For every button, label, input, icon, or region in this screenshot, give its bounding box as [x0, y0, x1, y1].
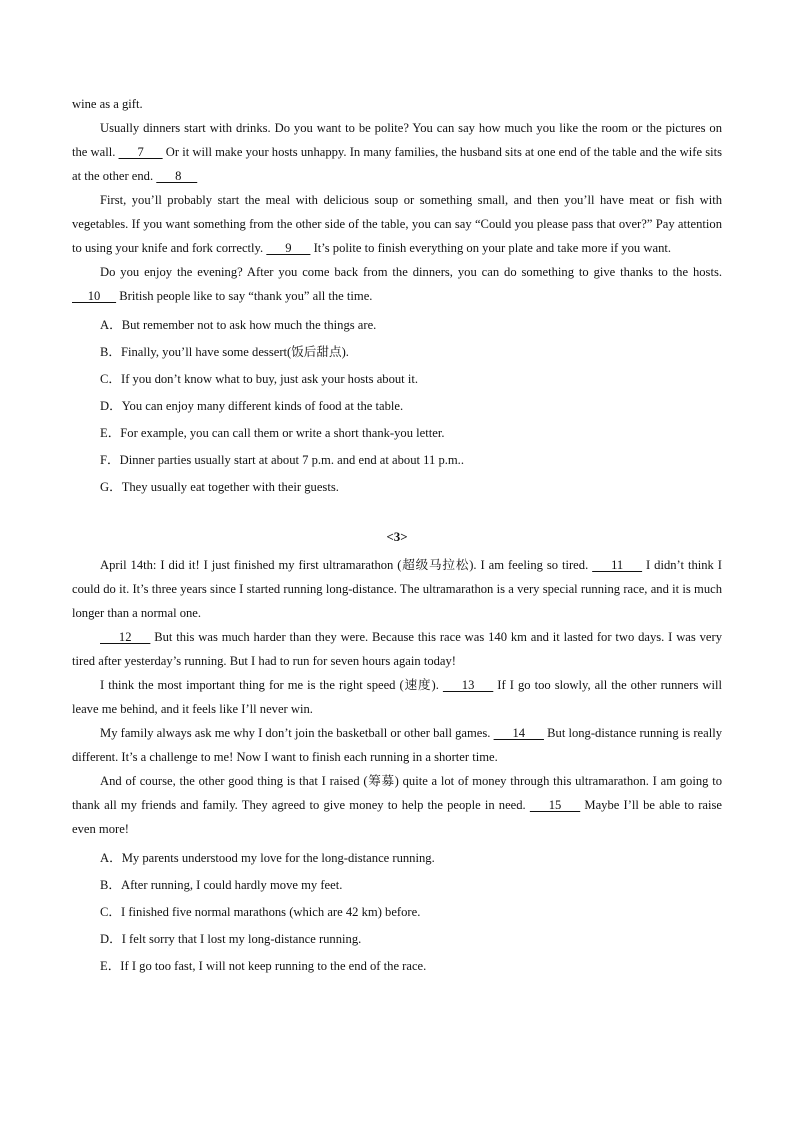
option-e: E．For example, you can call them or write a short thank-you letter.: [100, 426, 445, 440]
option-a: A．But remember not to ask how much the things are.: [100, 318, 377, 332]
text: Usually dinners start with drinks. Do you want to be polite? You can say how much you like the room or the pictures on the wall.: [72, 121, 722, 159]
text: Or it will make your hosts unhappy. In many families, the husband sits at one end of the table and the wife sits at the other end.: [72, 145, 722, 183]
blank-11[interactable]: 11: [592, 558, 643, 572]
option-a: A．My parents understood my love for the long-distance running.: [100, 851, 435, 865]
blank-13[interactable]: 13: [442, 678, 494, 692]
passage3-paragraph-3: [72, 673, 722, 721]
text: If I go too slowly, all the other runners will leave me behind, and it feels like I’ll never win.: [72, 678, 722, 716]
option-d: D．I felt sorry that I lost my long-distance running.: [100, 932, 362, 946]
text: I think the most important thing for me is the right speed (速度).: [100, 678, 443, 692]
option-d: D．You can enjoy many different kinds of food at the table.: [100, 399, 404, 413]
passage3-paragraph-4: [72, 721, 722, 769]
text: I didn’t think I could do it. It’s three years since I started running long-distance. The ultramarathon is a very special running race, and it is much longer than a normal one.: [72, 558, 722, 620]
option-g: G．They usually eat together with their guests.: [100, 480, 339, 494]
text: It’s polite to finish everything on your plate and take more if you want.: [310, 241, 672, 255]
passage2-options: [72, 312, 722, 501]
blank-12[interactable]: 12: [100, 630, 151, 644]
text: Maybe I’ll be able to raise even more!: [72, 798, 722, 836]
passage3-paragraph-5: [72, 769, 722, 841]
blank-7[interactable]: 7: [118, 145, 163, 159]
text: Do you enjoy the evening? After you come back from the dinners, you can do something to give thanks to the hosts.: [100, 265, 722, 279]
text: My family always ask me why I don’t join the basketball or other ball games.: [100, 726, 494, 740]
text: First, you’ll probably start the meal with delicious soup or something small, and then you’ll have meat or fish with vegetables. If you want something from the other side of the table, you can say “Could you please pass that over?” Pay attention to using your knife and fork correctly.: [72, 193, 722, 255]
blank-15[interactable]: 15: [529, 798, 581, 812]
option-b: B．Finally, you’ll have some dessert(饭后甜点).: [100, 345, 349, 359]
passage3-options: [72, 845, 722, 980]
passage2-intro-fragment: wine as a gift.: [72, 97, 143, 111]
section-title-3: <3>: [386, 529, 408, 544]
option-e: E．If I go too fast, I will not keep running to the end of the race.: [100, 959, 427, 973]
option-c: C．If you don’t know what to buy, just ask your hosts about it.: [100, 372, 418, 386]
blank-10[interactable]: 10: [72, 289, 117, 303]
passage2-paragraph-1: [72, 116, 722, 188]
blank-9[interactable]: 9: [266, 241, 311, 255]
passage2-paragraph-2: [72, 188, 722, 260]
blank-14[interactable]: 14: [493, 726, 544, 740]
blank-8[interactable]: 8: [156, 169, 198, 183]
passage2-paragraph-3: [72, 260, 722, 308]
passage3-paragraph-1: [72, 553, 722, 625]
option-c: C．I finished five normal marathons (which are 42 km) before.: [100, 905, 421, 919]
text: And of course, the other good thing is that I raised (筹募) quite a lot of money through this ultramarathon. I am going to thank all my friends and family. They agreed to give money to help the people in need.: [72, 774, 722, 812]
option-f: F．Dinner parties usually start at about 7 p.m. and end at about 11 p.m..: [100, 453, 464, 467]
passage3-paragraph-2: [72, 625, 722, 673]
page-content: [72, 92, 722, 980]
text: British people like to say “thank you” all the time.: [116, 289, 373, 303]
text: April 14th: I did it! I just finished my first ultramarathon (超级马拉松). I am feeling so tired.: [100, 558, 593, 572]
text: But this was much harder than they were. Because this race was 140 km and it lasted for two days. I was very tired after yesterday’s running. But I had to run for seven hours again today!: [72, 630, 722, 668]
text: But long-distance running is really different. It’s a challenge to me! Now I want to finish each running in a shorter time.: [72, 726, 722, 764]
option-b: B．After running, I could hardly move my feet.: [100, 878, 343, 892]
